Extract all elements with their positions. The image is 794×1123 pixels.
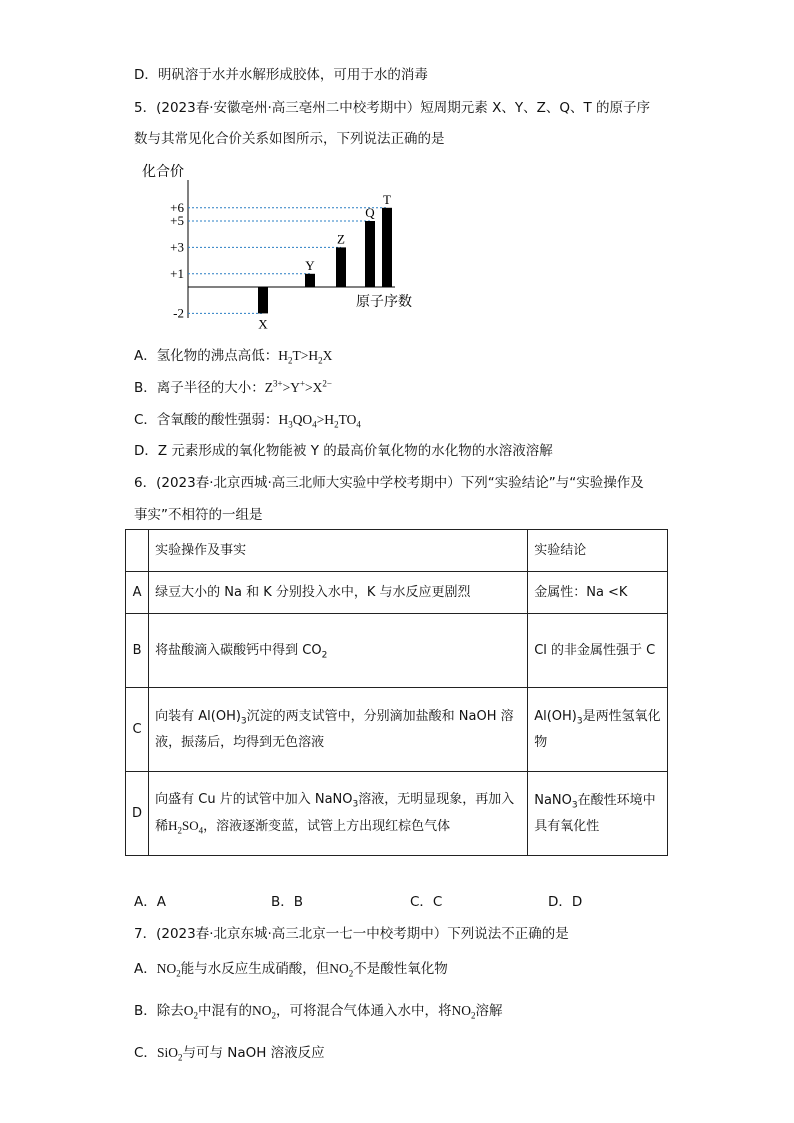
bar-y xyxy=(305,274,315,287)
bar-label-q: Q xyxy=(365,205,375,220)
q7-option-c: C．SiO$_2$与可与 NaOH 溶液反应 xyxy=(134,1045,325,1063)
q7-a-mid: 能与水反应生成硝酸，但 xyxy=(180,961,330,977)
q6-answer-options xyxy=(134,890,694,910)
bar-q xyxy=(365,221,375,287)
q6-answer-b: B．B xyxy=(271,894,304,910)
bar-t xyxy=(382,208,392,287)
bar-z xyxy=(336,247,346,287)
q7-stem: 7．(2023春·北京东城·高三北京一七一中校考期中）下列说法不正确的是 xyxy=(134,926,569,942)
q6-table xyxy=(125,529,668,856)
row-op: 绿豆大小的 Na 和 K 分别投入水中，K 与水反应更剧烈 xyxy=(149,572,528,614)
row-con: 金属性：Na <K xyxy=(528,572,668,614)
q5-option-b-prefix: B．离子半径的大小： xyxy=(134,380,265,396)
table-row xyxy=(126,614,668,688)
q7-c-suffix: 与可与 NaOH 溶液反应 xyxy=(182,1045,325,1061)
table-row xyxy=(126,772,668,856)
table-header-con: 实验结论 xyxy=(528,530,668,572)
row-con-text-1: NaNO xyxy=(534,792,572,808)
y-tick-label: -2 xyxy=(173,305,184,321)
row-op-formula: $H_2SO_4$ xyxy=(168,818,204,836)
q5-stem-line2: 数与其常见化合价关系如图所示，下列说法正确的是 xyxy=(134,131,445,147)
y-tick-label: +3 xyxy=(170,239,184,255)
row-con-text-1: Al(OH) xyxy=(534,708,577,724)
q7-b-mid: 中混有的 xyxy=(198,1003,253,1019)
q6-answer-a: A．A xyxy=(134,894,166,910)
q6-stem-line1: 6．(2023春·北京西城·高三北师大实验中学校考期中）下列“实验结论”与“实验操作及 xyxy=(134,475,644,491)
row-con-text-2: 在酸性环境中具有氧化性 xyxy=(534,792,656,834)
bar-label-y: Y xyxy=(305,257,315,273)
q7-option-a: A．$NO_2$能与水反应生成硝酸，但$NO_2$不是酸性氧化物 xyxy=(134,961,448,979)
table-row xyxy=(126,688,668,772)
row-letter: A xyxy=(126,572,149,614)
y-tick-label: +1 xyxy=(170,265,184,281)
chart-xlabel: 原子序数 xyxy=(356,294,412,310)
row-con-text-2: 是两性氢氧化物 xyxy=(534,708,661,750)
q5-option-d: D．Z 元素形成的氧化物能被 Y 的最高价氧化物的水化物的水溶液溶解 xyxy=(134,443,553,459)
row-op: 向装有 $Al(OH)_3$沉淀的两支试管中，分别滴加盐酸和 NaOH 溶液，振荡后，均得到无色溶液 xyxy=(149,688,528,772)
bar-label-z: Z xyxy=(337,231,345,247)
q7-b-prefix: B．除去 xyxy=(134,1003,184,1019)
row-op-text: 将盐酸滴入碳酸钙中得到 CO xyxy=(155,642,322,658)
row-op-text-3: ，溶液逐渐变蓝，试管上方出现红棕色气体 xyxy=(203,819,451,834)
row-letter: D xyxy=(126,772,149,856)
row-con: Cl 的非金属性强于 C xyxy=(528,614,668,688)
q4-option-d: D．明矾溶于水并水解形成胶体，可用于水的消毒 xyxy=(134,67,428,83)
row-con: $Al(OH)_3$是两性氢氧化物 xyxy=(528,688,668,772)
row-op: 将盐酸滴入碳酸钙中得到 $CO_2$ xyxy=(149,614,528,688)
bar-label-x: X xyxy=(258,316,268,332)
row-op-text-1: 向装有 Al(OH) xyxy=(155,708,241,724)
y-tick-label: +5 xyxy=(170,213,184,228)
y-tick-label: +6 xyxy=(170,199,184,215)
q5-option-a-prefix: A．氢化物的沸点高低： xyxy=(134,348,279,364)
q5-option-a-formula: $H_2T>H_2X$ xyxy=(278,348,333,366)
q5-option-b xyxy=(134,378,332,398)
row-op-text-2: 溶液，无明显现象，再加入稀 xyxy=(155,792,515,834)
valence-chart xyxy=(130,160,430,335)
row-op-text-1: 向盛有 Cu 片的试管中加入 NaNO xyxy=(155,792,353,807)
q7-b-mid2: ，可将混合气体通入水中，将 xyxy=(276,1003,452,1019)
table-row xyxy=(126,572,668,614)
bar-label-t: T xyxy=(383,191,391,207)
table-header-row xyxy=(126,530,668,572)
q7-a-end: 不是酸性氧化物 xyxy=(353,961,448,977)
q5-option-b-formula: $Z^{3+}>Y^+>X^{2-}$ xyxy=(264,378,332,395)
row-letter: C xyxy=(126,688,149,772)
table-cell-empty xyxy=(126,530,149,572)
row-op: 向盛有 Cu 片的试管中加入 NaNO$_3$溶液，无明显现象，再加入稀$H_2SO_4$，溶液逐渐变蓝，试管上方出现红棕色气体 xyxy=(149,772,528,856)
q5-option-a xyxy=(134,346,332,366)
q7-option-b: B．除去$O_2$中混有的$NO_2$，可将混合气体通入水中，将$NO_2$溶解 xyxy=(134,1003,503,1021)
q7-b-end: 溶解 xyxy=(475,1003,503,1019)
q5-option-c xyxy=(134,410,361,430)
q6-answer-c: C．C xyxy=(410,894,443,910)
q6-answer-d: D．D xyxy=(548,894,583,910)
table-header-op: 实验操作及事实 xyxy=(149,530,528,572)
row-con: NaNO$_3$在酸性环境中具有氧化性 xyxy=(528,772,668,856)
chart-ylabel: 化合价 xyxy=(142,164,184,180)
q6-stem-line2: 事实”不相符的一组是 xyxy=(134,507,263,523)
q5-option-c-formula: $H_3QO_4>H_2TO_4$ xyxy=(278,412,361,430)
q5-stem-line1: 5．(2023春·安徽亳州·高三亳州二中校考期中）短周期元素 X、Y、Z、Q、T 的原子序 xyxy=(134,100,650,116)
row-op-text-2: 沉淀的两支试管中，分别滴加盐酸和 NaOH 溶液，振荡后，均得到无色溶液 xyxy=(155,708,514,750)
q5-option-c-prefix: C．含氧酸的酸性强弱： xyxy=(134,412,279,428)
row-letter: B xyxy=(126,614,149,688)
bar-x xyxy=(258,287,268,313)
